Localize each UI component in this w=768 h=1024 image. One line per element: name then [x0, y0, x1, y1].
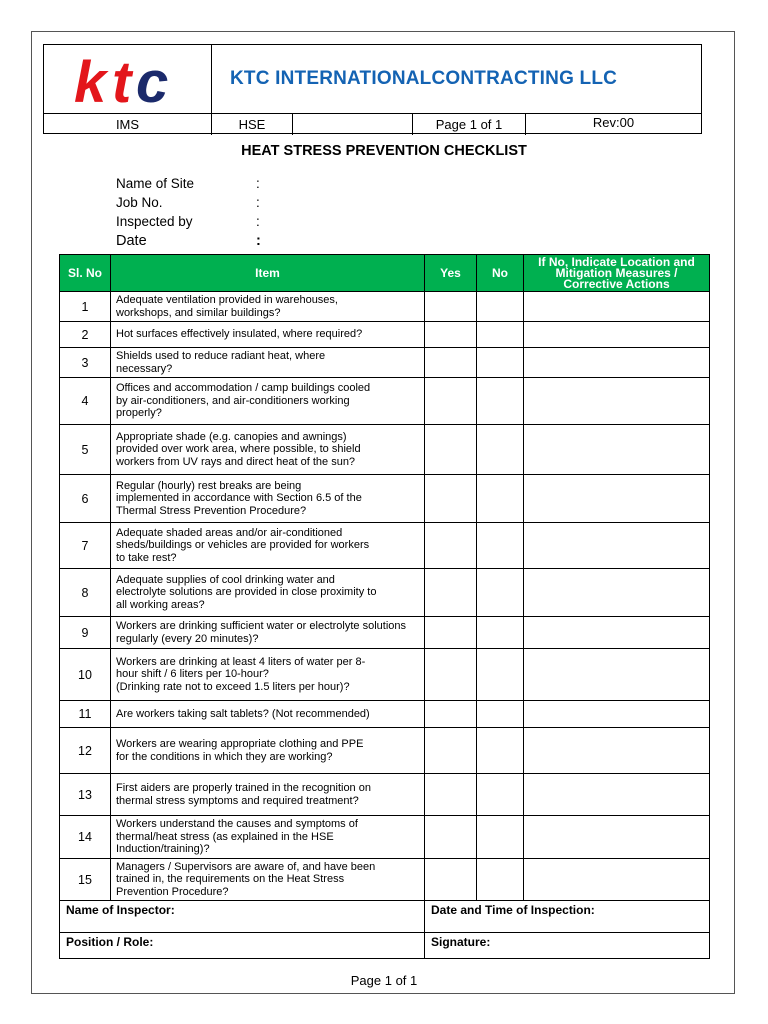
item-line: Hot surfaces effectively insulated, where required? — [116, 328, 363, 341]
item-line: Adequate supplies of cool drinking water and — [116, 573, 335, 586]
yes-cell[interactable] — [425, 816, 477, 859]
date-time-field[interactable]: Date and Time of Inspection: — [425, 901, 710, 933]
item-line: Shields used to reduce radiant heat, where — [116, 350, 326, 362]
footer-row-2 — [60, 933, 710, 959]
row-item-text — [111, 859, 425, 901]
corrective-action-cell[interactable] — [524, 523, 710, 569]
corrective-action-cell[interactable] — [524, 859, 710, 901]
item-line: Appropriate shade (e.g. canopies and awnings) — [116, 430, 347, 443]
yes-cell[interactable] — [425, 701, 477, 728]
yes-cell[interactable] — [425, 523, 477, 569]
corrective-action-cell[interactable] — [524, 617, 710, 649]
corrective-action-cell[interactable] — [524, 701, 710, 728]
table-row — [60, 322, 710, 348]
item-line: provided over work area, where possible, to shield — [116, 443, 361, 456]
corrective-action-cell[interactable] — [524, 425, 710, 475]
row-number: 15 — [60, 859, 111, 901]
col-header-actions-line: If No, Indicate Location and — [538, 254, 695, 269]
yes-cell[interactable] — [425, 728, 477, 774]
yes-cell[interactable] — [425, 859, 477, 901]
info-label: Name of Site — [116, 176, 195, 191]
no-cell[interactable] — [477, 774, 524, 816]
row-number: 10 — [60, 649, 111, 701]
yes-cell[interactable] — [425, 774, 477, 816]
info-label: Date — [116, 233, 147, 249]
info-site — [116, 176, 260, 191]
item-line: First aiders are properly trained in the recognition on — [116, 782, 371, 794]
info-label: Inspected by — [116, 214, 193, 229]
item-line: necessary? — [116, 362, 173, 375]
col-header-no: No — [477, 255, 524, 292]
row-item-text — [111, 701, 425, 728]
row-number: 8 — [60, 569, 111, 617]
no-cell[interactable] — [477, 617, 524, 649]
table-row — [60, 774, 710, 816]
item-line: properly? — [116, 407, 162, 420]
yes-cell[interactable] — [425, 475, 477, 523]
item-line: Are workers taking salt tablets? (Not recommended) — [116, 707, 370, 720]
item-line: Offices and accommodation / camp buildings cooled — [116, 382, 371, 395]
header-cell-page: Page 1 of 1 — [413, 114, 526, 135]
row-number: 7 — [60, 523, 111, 569]
table-row — [60, 816, 710, 859]
no-cell[interactable] — [477, 569, 524, 617]
corrective-action-cell[interactable] — [524, 569, 710, 617]
table-row — [60, 523, 710, 569]
no-cell[interactable] — [477, 523, 524, 569]
corrective-action-cell[interactable] — [524, 816, 710, 859]
no-cell[interactable] — [477, 378, 524, 425]
col-header-actions-line: Mitigation Measures / — [555, 265, 678, 280]
row-number: 13 — [60, 774, 111, 816]
corrective-action-cell[interactable] — [524, 774, 710, 816]
col-header-yes: Yes — [425, 255, 477, 292]
header-cell-blank — [293, 114, 413, 135]
item-line: Adequate ventilation provided in warehouses, — [116, 294, 338, 306]
no-cell[interactable] — [477, 728, 524, 774]
yes-cell[interactable] — [425, 569, 477, 617]
item-line: to take rest? — [116, 551, 177, 564]
item-line: all working areas? — [116, 598, 205, 611]
header-cell-rev: Rev:00 — [592, 115, 635, 130]
item-line: Workers are wearing appropriate clothing and PPE — [116, 738, 364, 750]
table-row — [60, 475, 710, 523]
table-row — [60, 617, 710, 649]
item-line: Managers / Supervisors are aware of, and have been — [116, 860, 376, 873]
item-line: Adequate shaded areas and/or air-conditioned — [116, 526, 343, 539]
item-line: implemented in accordance with Section 6.5 of the — [116, 492, 362, 505]
item-line: Prevention Procedure? — [116, 885, 229, 898]
info-job — [116, 195, 260, 210]
table-row — [60, 425, 710, 475]
row-item-text — [111, 475, 425, 523]
row-number: 2 — [60, 322, 111, 348]
row-number: 9 — [60, 617, 111, 649]
item-line: regularly (every 20 minutes)? — [116, 632, 259, 645]
name-of-inspector-field[interactable]: Name of Inspector: — [60, 901, 425, 933]
checklist-title: HEAT STRESS PREVENTION CHECKLIST — [241, 143, 527, 159]
item-line: by air-conditioners, and air-conditioners working — [116, 394, 350, 407]
corrective-action-cell[interactable] — [524, 322, 710, 348]
info-colon: : — [256, 195, 260, 210]
row-item-text — [111, 378, 425, 425]
page-footer: Page 1 of 1 — [350, 973, 418, 988]
header-cell-hse: HSE — [212, 114, 293, 135]
table-row — [60, 292, 710, 322]
item-line: thermal stress symptoms and required treatment? — [116, 794, 359, 807]
yes-cell[interactable] — [425, 378, 477, 425]
col-header-item: Item — [111, 255, 425, 292]
no-cell[interactable] — [477, 475, 524, 523]
svg-text:c: c — [136, 50, 165, 113]
yes-cell[interactable] — [425, 292, 477, 322]
svg-text:k: k — [74, 50, 103, 113]
company-logo-cell — [44, 45, 212, 113]
corrective-action-cell[interactable] — [524, 728, 710, 774]
row-number: 1 — [60, 292, 111, 322]
item-line: Thermal Stress Prevention Procedure? — [116, 504, 307, 517]
row-number: 3 — [60, 348, 111, 378]
row-item-text — [111, 322, 425, 348]
corrective-action-cell[interactable] — [524, 475, 710, 523]
no-cell[interactable] — [477, 816, 524, 859]
info-colon: : — [256, 176, 260, 191]
item-line: for the conditions in which they are working? — [116, 750, 333, 763]
row-item-text — [111, 649, 425, 701]
corrective-action-cell[interactable] — [524, 378, 710, 425]
no-cell[interactable] — [477, 322, 524, 348]
col-header-actions-line: Corrective Actions — [563, 276, 670, 291]
checklist-table — [59, 254, 710, 959]
signature-field[interactable]: Signature: — [425, 933, 710, 959]
no-cell[interactable] — [477, 348, 524, 378]
row-number: 6 — [60, 475, 111, 523]
col-header-actions — [524, 255, 710, 292]
ktc-logo — [44, 45, 212, 113]
document-header — [43, 44, 702, 134]
item-line: sheds/buildings or vehicles are provided for workers — [116, 539, 370, 552]
no-cell[interactable] — [477, 292, 524, 322]
row-item-text — [111, 425, 425, 475]
no-cell[interactable] — [477, 425, 524, 475]
row-number: 12 — [60, 728, 111, 774]
row-item-text — [111, 292, 425, 322]
table-row — [60, 649, 710, 701]
item-line: electrolyte solutions are provided in close proximity to — [116, 586, 377, 599]
row-item-text — [111, 728, 425, 774]
table-row — [60, 378, 710, 425]
item-line: hour shift / 6 liters per 10-hour? — [116, 668, 269, 681]
info-inspected-by — [116, 214, 260, 229]
row-number: 14 — [60, 816, 111, 859]
item-line: Workers are drinking at least 4 liters of water per 8- — [116, 655, 366, 668]
table-row — [60, 569, 710, 617]
row-item-text — [111, 617, 425, 649]
yes-cell[interactable] — [425, 322, 477, 348]
row-number: 11 — [60, 701, 111, 728]
row-item-text — [111, 569, 425, 617]
no-cell[interactable] — [477, 649, 524, 701]
header-cell-ims: IMS — [44, 114, 212, 135]
table-row — [60, 701, 710, 728]
row-item-text — [111, 523, 425, 569]
position-role-field[interactable]: Position / Role: — [60, 933, 425, 959]
info-colon: : — [256, 233, 261, 249]
table-row — [60, 348, 710, 378]
item-line: trained in, the requirements on the Heat Stress — [116, 873, 345, 886]
table-row — [60, 859, 710, 901]
table-row — [60, 728, 710, 774]
no-cell[interactable] — [477, 701, 524, 728]
item-line: (Drinking rate not to exceed 1.5 liters per hour)? — [116, 680, 350, 693]
item-line: Regular (hourly) rest breaks are being — [116, 479, 302, 492]
row-number: 5 — [60, 425, 111, 475]
item-line: workers from UV rays and direct heat of the sun? — [116, 455, 356, 468]
table-header-row — [60, 255, 710, 292]
yes-cell[interactable] — [425, 617, 477, 649]
row-item-text — [111, 816, 425, 859]
footer-row-1 — [60, 901, 710, 933]
row-item-text — [111, 774, 425, 816]
info-label: Job No. — [116, 195, 163, 210]
company-name: KTC INTERNATIONALCONTRACTING LLC — [230, 68, 618, 89]
no-cell[interactable] — [477, 859, 524, 901]
col-header-sl-no: Sl. No — [60, 255, 111, 292]
corrective-action-cell[interactable] — [524, 292, 710, 322]
row-number: 4 — [60, 378, 111, 425]
header-info-row — [44, 113, 701, 135]
svg-text:t: t — [112, 50, 128, 113]
item-line: thermal/heat stress (as explained in the HSE — [116, 830, 334, 843]
corrective-action-cell[interactable] — [524, 649, 710, 701]
yes-cell[interactable] — [425, 348, 477, 378]
yes-cell[interactable] — [425, 425, 477, 475]
item-line: Workers understand the causes and symptoms of — [116, 818, 358, 831]
item-line: Induction/training)? — [116, 843, 210, 856]
row-item-text — [111, 348, 425, 378]
yes-cell[interactable] — [425, 649, 477, 701]
info-date — [116, 233, 261, 249]
info-colon: : — [256, 214, 260, 229]
item-line: Workers are drinking sufficient water or electrolyte solutions — [116, 620, 406, 632]
item-line: workshops, and similar buildings? — [116, 306, 281, 319]
corrective-action-cell[interactable] — [524, 348, 710, 378]
